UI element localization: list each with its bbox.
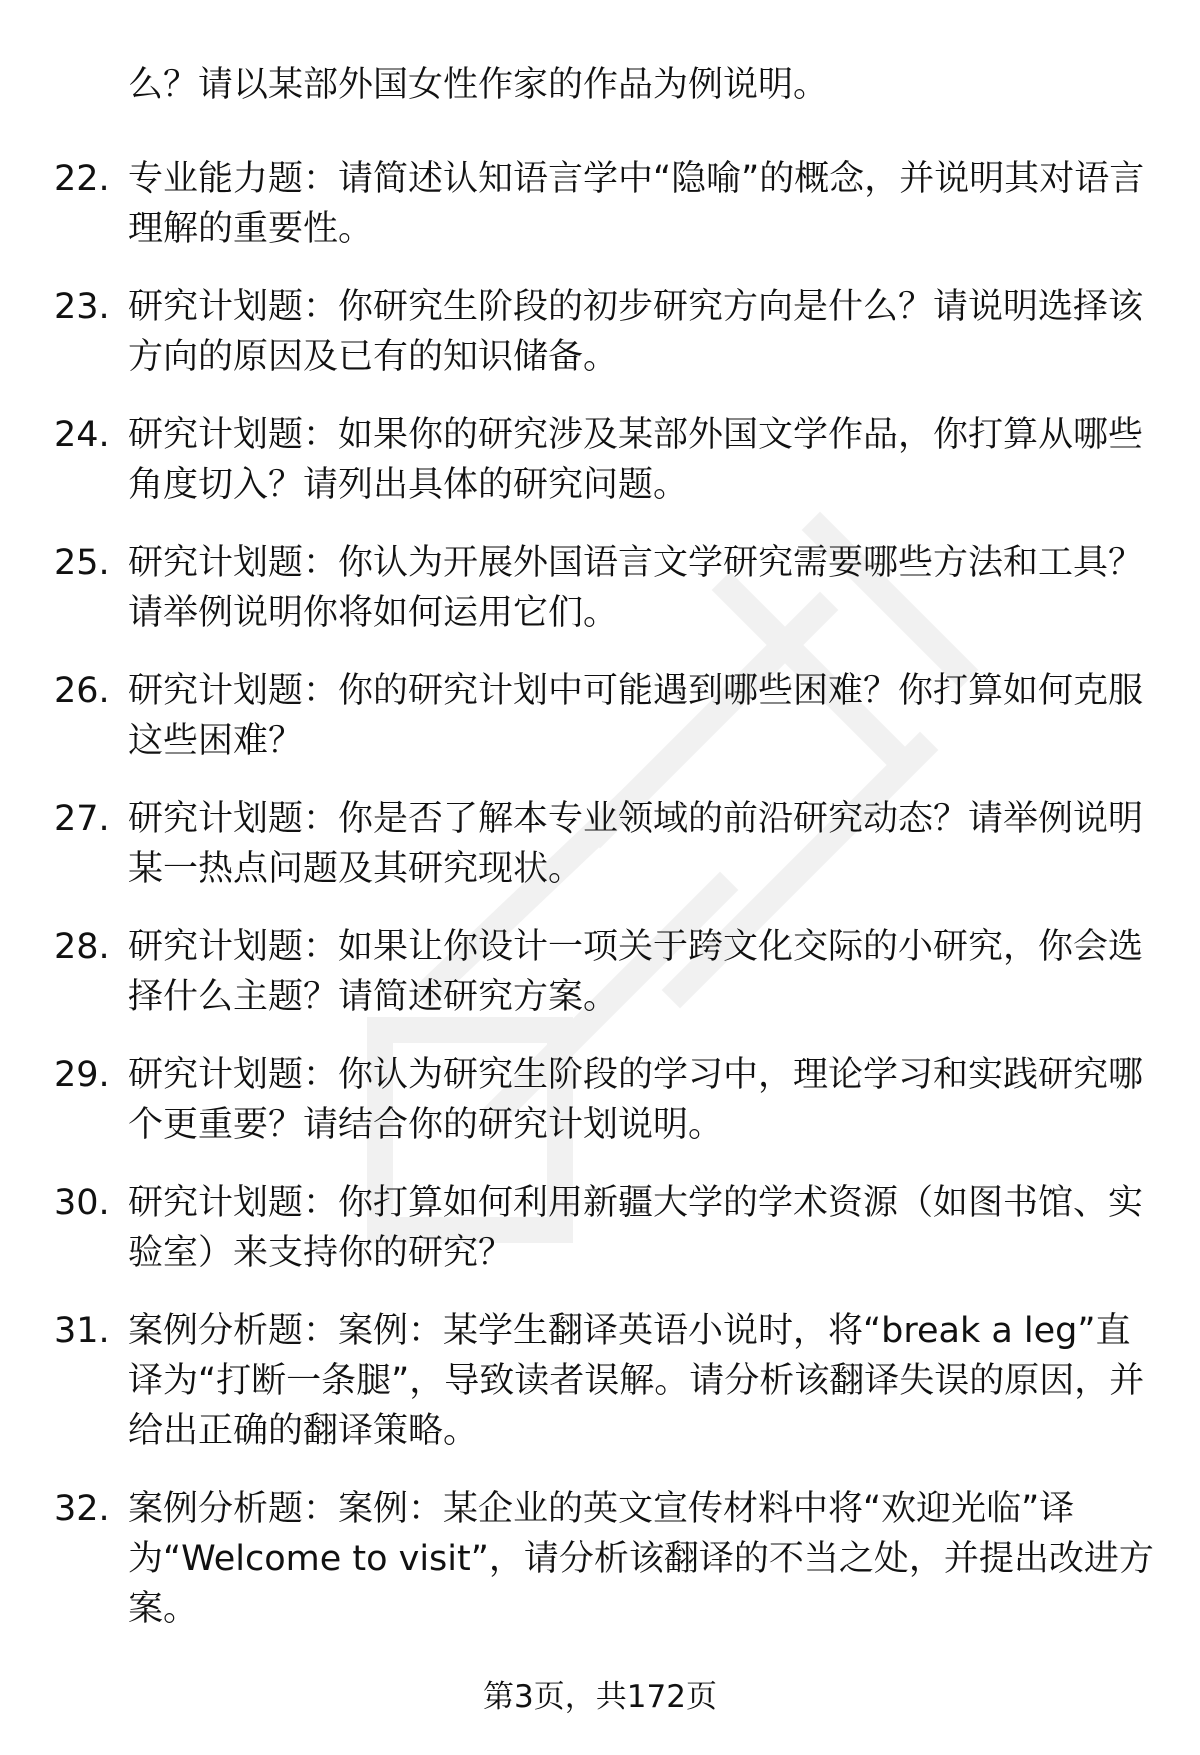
list-item [0, 538, 1200, 638]
question-list [0, 60, 1200, 1662]
item-text: 研究计划题：你打算如何利用新疆大学的学术资源（如图书馆、实验室）来支持你的研究？ [128, 1183, 1144, 1273]
item-text: 研究计划题：你是否了解本专业领域的前沿研究动态？请举例说明某一热点问题及其研究现状。 [128, 799, 1144, 889]
list-item [0, 794, 1200, 894]
item-text: 研究计划题：你认为开展外国语言文学研究需要哪些方法和工具？请举例说明你将如何运用它们。 [128, 543, 1144, 633]
list-item [0, 282, 1200, 382]
item-number: 24. [54, 415, 110, 455]
list-item [0, 410, 1200, 510]
item-text: 案例分析题：案例：某企业的英文宣传材料中将“欢迎光临”译为“Welcome to visit”，请分析该翻译的不当之处，并提出改进方案。 [128, 1489, 1154, 1629]
item-number: 30. [54, 1183, 110, 1223]
item-number: 22. [54, 159, 110, 199]
list-item [0, 1178, 1200, 1278]
item-text: 研究计划题：如果让你设计一项关于跨文化交际的小研究，你会选择什么主题？请简述研究方案。 [128, 927, 1144, 1017]
item-number: 29. [54, 1055, 110, 1095]
item-number: 25. [54, 543, 110, 583]
item-number: 31. [54, 1311, 110, 1351]
list-item [0, 154, 1200, 254]
page-number-footer: 第3页，共172页 [483, 1679, 717, 1715]
continued-question-text: 么？请以某部外国女性作家的作品为例说明。 [128, 65, 829, 105]
item-text: 专业能力题：请简述认知语言学中“隐喻”的概念，并说明其对语言理解的重要性。 [128, 159, 1145, 249]
item-number: 27. [54, 799, 110, 839]
item-text: 案例分析题：案例：某学生翻译英语小说时，将“break a leg”直译为“打断一条腿”，导致读者误解。请分析该翻译失误的原因，并给出正确的翻译策略。 [128, 1311, 1145, 1451]
item-number: 28. [54, 927, 110, 967]
item-number: 26. [54, 671, 110, 711]
list-item [0, 1484, 1200, 1634]
item-text: 研究计划题：你研究生阶段的初步研究方向是什么？请说明选择该方向的原因及已有的知识储备。 [128, 287, 1144, 377]
item-number: 23. [54, 287, 110, 327]
item-text: 研究计划题：如果你的研究涉及某部外国文学作品，你打算从哪些角度切入？请列出具体的研究问题。 [128, 415, 1144, 505]
list-item [0, 1306, 1200, 1456]
item-text: 研究计划题：你认为研究生阶段的学习中，理论学习和实践研究哪个更重要？请结合你的研究计划说明。 [128, 1055, 1144, 1145]
list-item [0, 666, 1200, 766]
item-text: 研究计划题：你的研究计划中可能遇到哪些困难？你打算如何克服这些困难？ [128, 671, 1144, 761]
list-item [0, 1050, 1200, 1150]
list-item [0, 922, 1200, 1022]
item-number: 32. [54, 1489, 110, 1529]
